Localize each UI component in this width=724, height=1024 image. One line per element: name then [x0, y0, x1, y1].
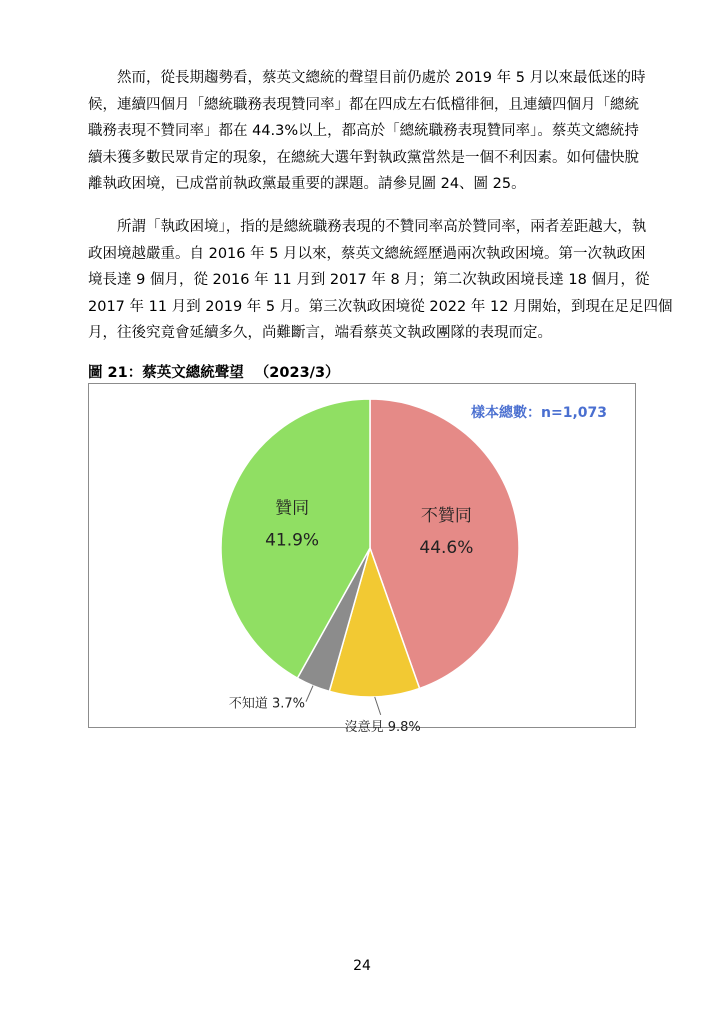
pie-chart: [89, 384, 635, 735]
slice-value-label: 44.6%: [419, 537, 474, 558]
paragraph-line: 境長達 9 個月，從 2016 年 11 月到 2017 年 8 月；第二次執政困境長達 18 個月，從: [88, 272, 650, 288]
leader-line: [375, 697, 381, 715]
slice-value-label: 41.9%: [265, 530, 320, 551]
paragraph-line: 2017 年 11 月到 2019 年 5 月。第三次執政困境從 2022 年 12 月開始，到現在足足四個: [88, 298, 673, 315]
paragraph-line: 候，連續四個月「總統職務表現贊同率」都在四成左右低檔徘徊，且連續四個月「總統: [88, 96, 639, 113]
figure-label: 圖 21：蔡英文總統聲望: [88, 365, 244, 381]
figure-date: （2023/3）: [254, 365, 340, 381]
slice-outside-label: 不知道 3.7%: [228, 696, 305, 712]
paragraph-line: 續未獲多數民眾肯定的現象，在總統大選年對執政黨當然是一個不利因素。如何儘快脫: [88, 149, 639, 166]
leader-line: [306, 686, 313, 702]
slice-outside-label: 沒意見 9.8%: [344, 719, 421, 735]
slice-label: 不贊同: [420, 505, 472, 526]
figure-caption: [88, 361, 340, 382]
page-number: 24: [353, 958, 371, 974]
paragraph-2: [88, 214, 673, 347]
pie-chart-frame: [88, 383, 636, 735]
paragraph-line: 所謂「執政困境」，指的是總統職務表現的不贊同率高於贊同率，兩者差距越大，執: [117, 219, 647, 235]
sample-size-note: 樣本總數：n=1,073: [471, 405, 607, 421]
paragraph-line: 然而，從長期趨勢看，蔡英文總統的聲望目前仍處於 2019 年 5 月以來最低迷的時: [117, 70, 646, 86]
paragraph-line: 政困境越嚴重。自 2016 年 5 月以來，蔡英文總統經歷過兩次執政困境。第一次執政困: [88, 245, 646, 262]
paragraph-1: [88, 65, 646, 198]
paragraph-line: 月，往後究竟會延續多久，尚難斷言，端看蔡英文執政團隊的表現而定。: [88, 325, 552, 341]
paragraph-line: 職務表現不贊同率」都在 44.3%以上，都高於「總統職務表現贊同率」。蔡英文總統持: [88, 123, 639, 139]
paragraph-line: 離執政困境，已成當前執政黨最重要的課題。請參見圖 24、圖 25。: [88, 176, 526, 192]
slice-label: 贊同: [275, 498, 310, 519]
